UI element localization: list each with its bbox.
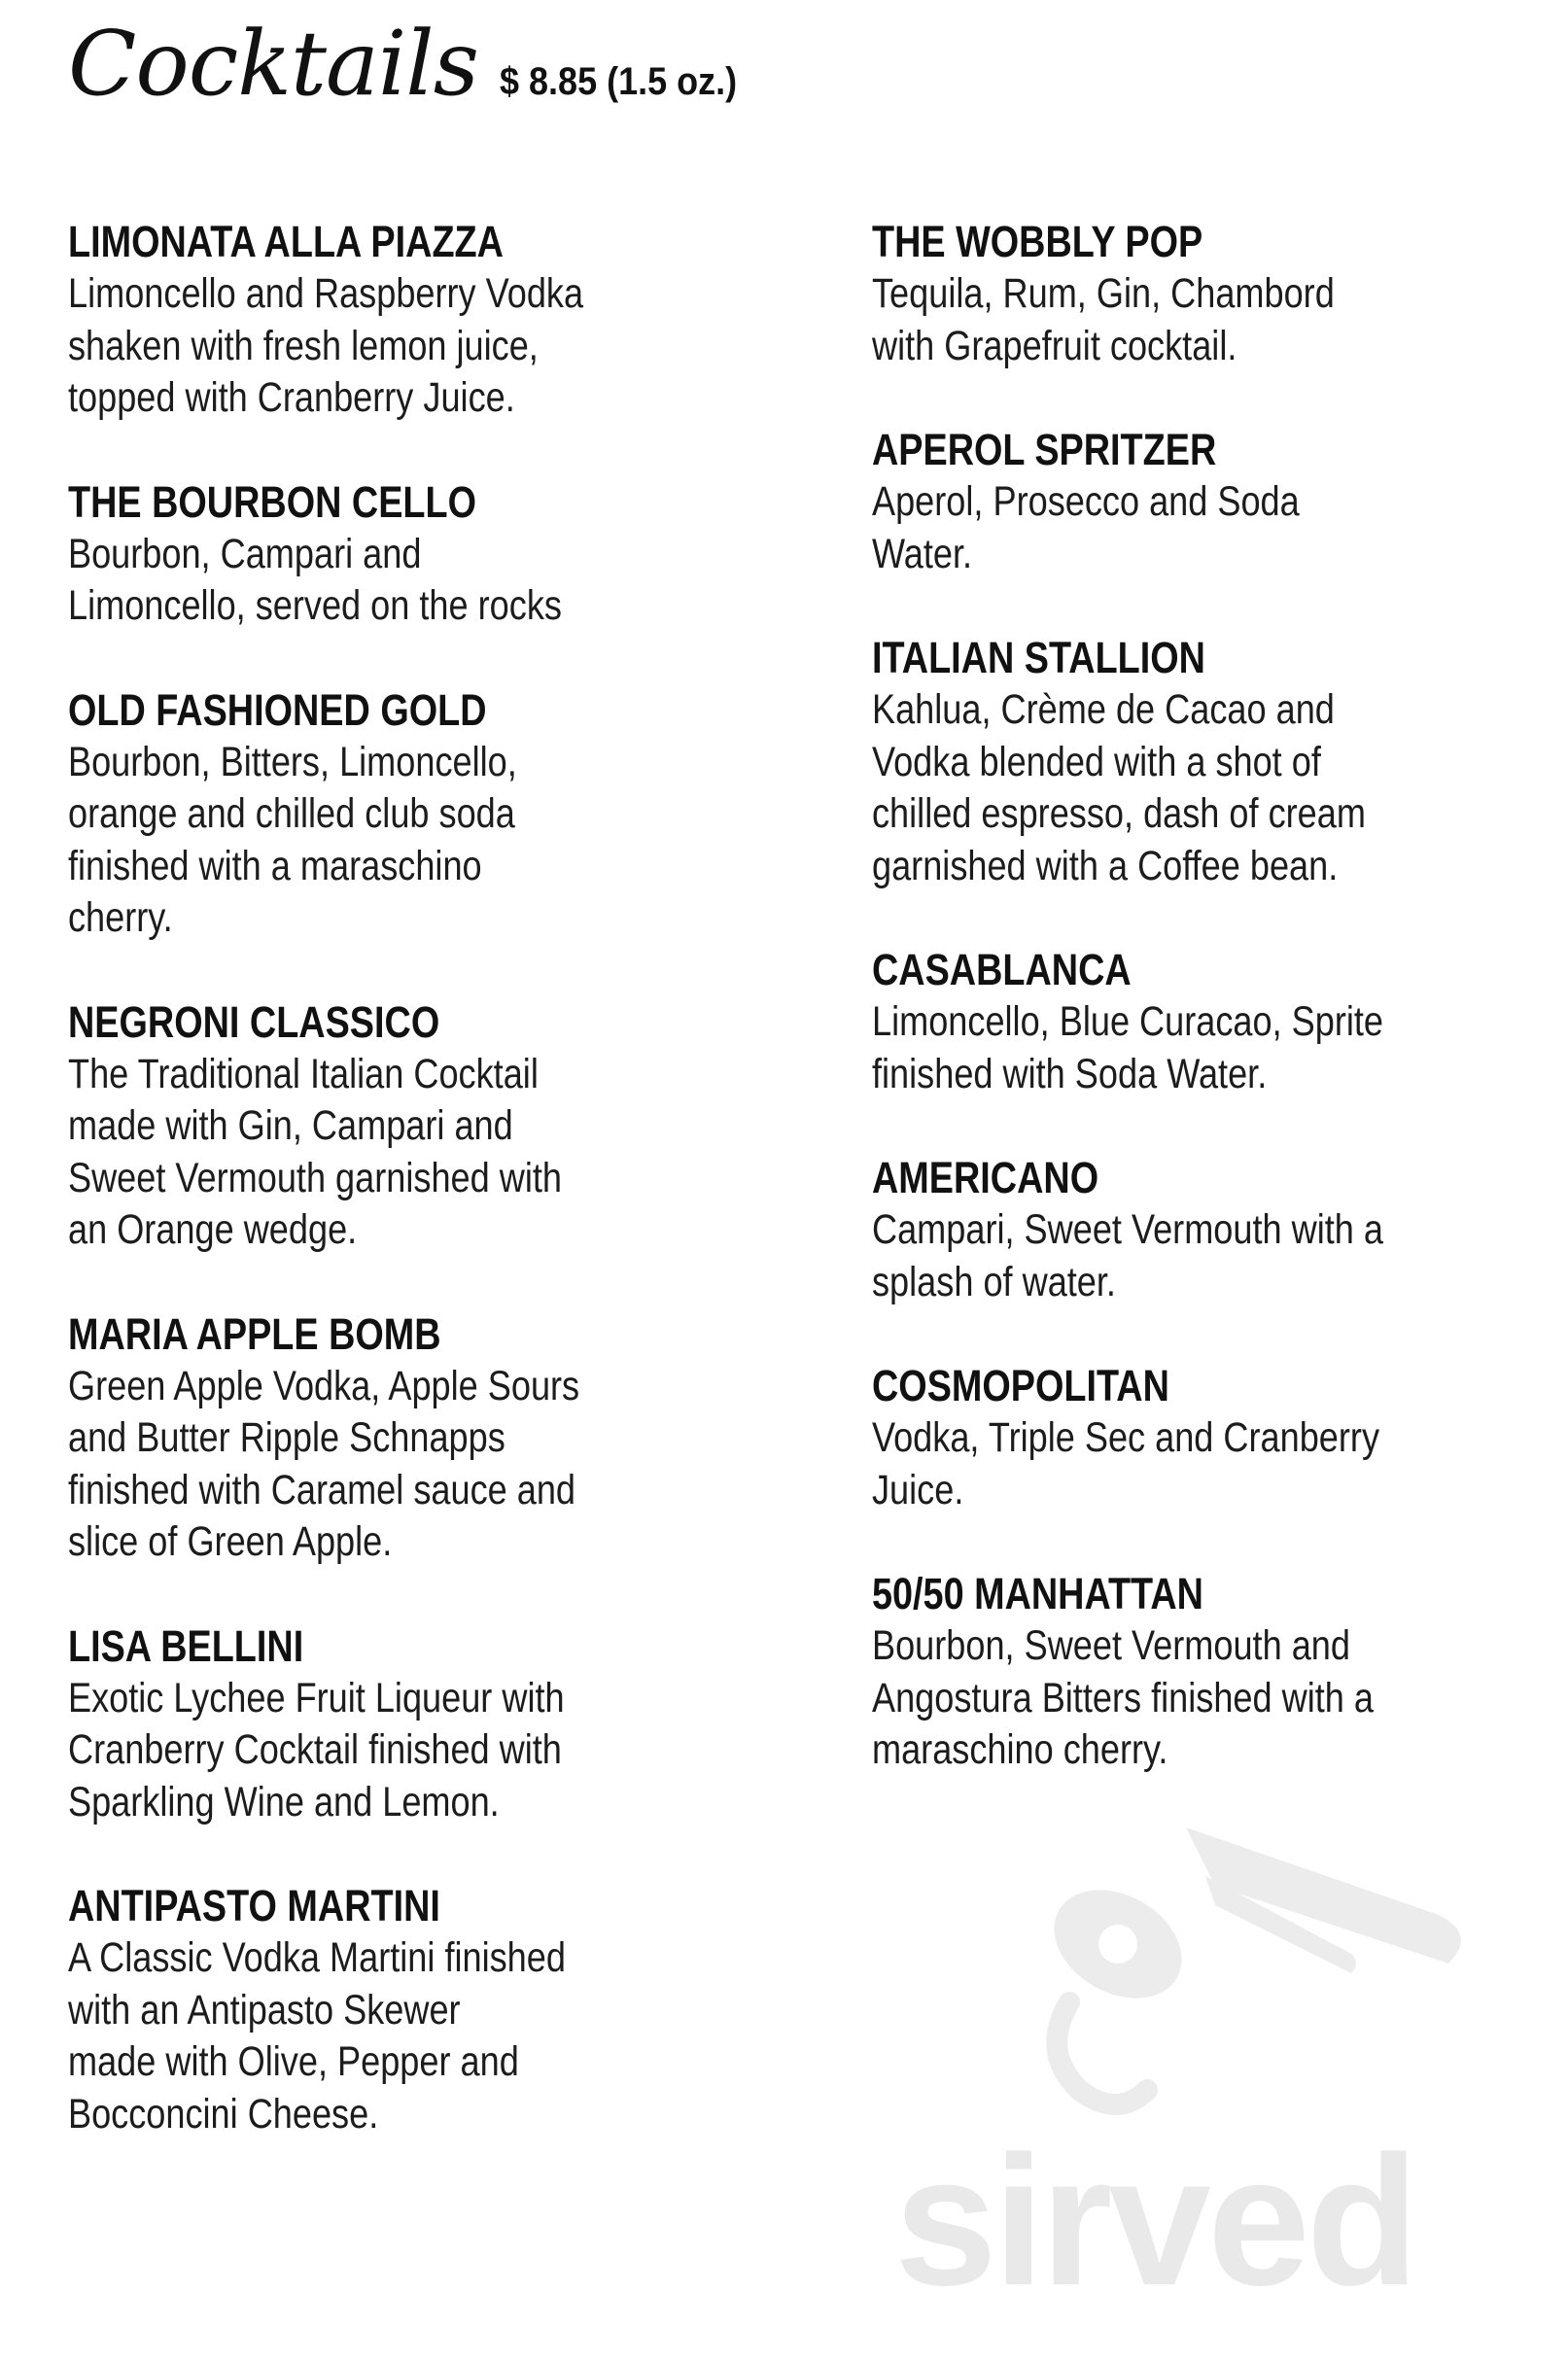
menu-item-description: Green Apple Vodka, Apple Sours and Butter Ripple Schnapps finished with Caramel sauce and slice of Green Apple. [68, 1362, 580, 1565]
cocktail-price: $ 8.85 (1.5 oz.) [499, 60, 738, 103]
page-title: Cocktails [68, 12, 478, 116]
menu-item-description: Campari, Sweet Vermouth with a splash of water. [872, 1206, 1383, 1305]
menu-item [872, 632, 1542, 892]
right-menu-column [872, 216, 1552, 1828]
utensils-icon [894, 1808, 1516, 2138]
menu-item-description: Aperol, Prosecco and Soda Water. [872, 478, 1300, 577]
menu-item [68, 1880, 738, 2140]
menu-item-name: COSMOPOLITAN [872, 1361, 1169, 1410]
menu-item-description: Vodka, Triple Sec and Cranberry Juice. [872, 1414, 1380, 1513]
menu-item-name: CASABLANCA [872, 945, 1132, 994]
menu-item [68, 1308, 738, 1569]
menu-item [68, 476, 738, 633]
menu-item-name: LISA BELLINI [68, 1620, 304, 1671]
menu-item [68, 1620, 738, 1829]
menu-item-name: OLD FASHIONED GOLD [68, 684, 487, 735]
menu-item-description: Kahlua, Crème de Cacao and Vodka blended with a shot of chilled espresso, dash of cream garnished with a Coffee bean. [872, 686, 1366, 889]
menu-item [872, 1568, 1542, 1777]
menu-item [872, 1152, 1542, 1308]
menu-item [872, 424, 1542, 580]
left-menu-column [68, 216, 749, 2192]
menu-item-description: Bourbon, Sweet Vermouth and Angostura Bitters finished with a maraschino cherry. [872, 1622, 1374, 1773]
menu-item [68, 216, 738, 425]
menu-item [68, 684, 738, 945]
menu-item-name: ITALIAN STALLION [872, 633, 1205, 682]
menu-item [872, 944, 1542, 1100]
menu-item-name: AMERICANO [872, 1153, 1099, 1202]
menu-item-description: A Classic Vodka Martini finished with an Antipasto Skewer made with Olive, Pepper and Bocconcini Cheese. [68, 1934, 566, 2138]
menu-item-description: Tequila, Rum, Gin, Chambord with Grapefruit cocktail. [872, 270, 1335, 369]
menu-item-name: APEROL SPRITZER [872, 425, 1217, 474]
menu-item [872, 1360, 1542, 1516]
watermark-text: sirved [894, 2118, 1415, 2324]
menu-item-name: LIMONATA ALLA PIAZZA [68, 217, 504, 266]
menu-item-name: MARIA APPLE BOMB [68, 1308, 441, 1359]
menu-item-name: THE WOBBLY POP [872, 217, 1203, 266]
menu-item-name: ANTIPASTO MARTINI [68, 1881, 440, 1930]
menu-item-name: 50/50 MANHATTAN [872, 1569, 1203, 1618]
menu-item-description: Bourbon, Campari and Limoncello, served on the rocks [68, 530, 562, 629]
menu-item-description: Bourbon, Bitters, Limoncello, orange and chilled club soda finished with a maraschino cherry. [68, 738, 517, 941]
menu-item [872, 216, 1542, 372]
menu-item-description: Limoncello and Raspberry Vodka shaken with fresh lemon juice, topped with Cranberry Juice. [68, 270, 584, 421]
menu-item [68, 996, 738, 1257]
menu-item-name: NEGRONI CLASSICO [68, 996, 440, 1047]
menu-header [68, 12, 763, 116]
menu-item-name: THE BOURBON CELLO [68, 476, 476, 527]
menu-item-description: Exotic Lychee Fruit Liqueur with Cranberry Cocktail finished with Sparkling Wine and Lemon. [68, 1674, 565, 1825]
menu-item-description: Limoncello, Blue Curacao, Sprite finished with Soda Water. [872, 998, 1384, 1097]
sirved-watermark [894, 1808, 1516, 2333]
menu-item-description: The Traditional Italian Cocktail made with Gin, Campari and Sweet Vermouth garnished with an Orange wedge. [68, 1050, 562, 1253]
